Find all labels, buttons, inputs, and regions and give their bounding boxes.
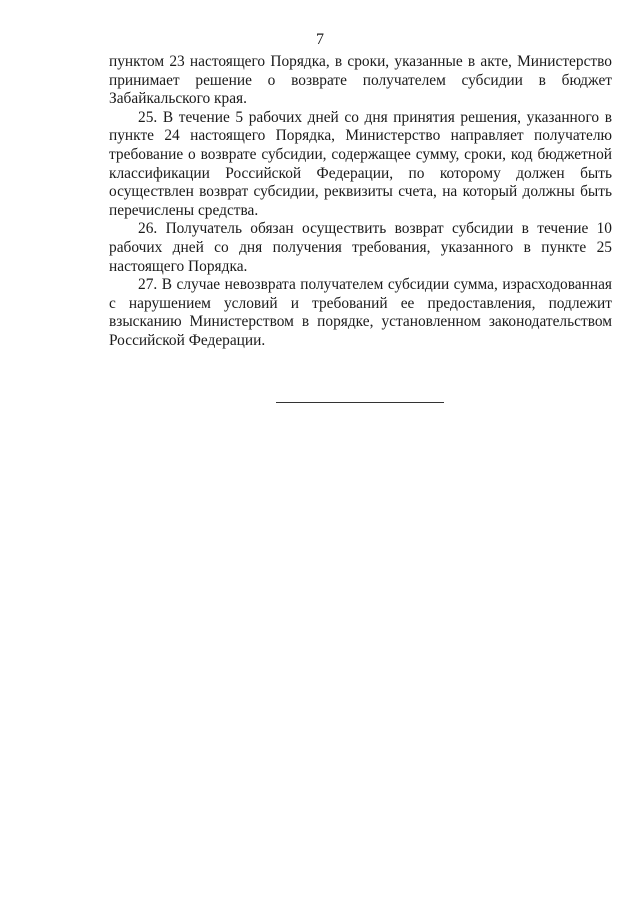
page-number: 7 bbox=[316, 31, 324, 48]
paragraph-continuation: пунктом 23 настоящего Порядка, в сроки, указанные в акте, Министерство принимает решение о возврате получателем субсидии в бюджет Забайкальского края. bbox=[109, 53, 612, 108]
paragraph-26: 26. Получатель обязан осуществить возврат субсидии в течение 10 рабочих дней со дня получения требования, указанного в пункте 25 настоящего Порядка. bbox=[109, 220, 612, 275]
end-of-document-line bbox=[276, 402, 444, 403]
paragraph-25: 25. В течение 5 рабочих дней со дня принятия решения, указанного в пункте 24 настоящего Порядка, Министерство направляет получателю требование о возврате субсидии, содержащее сумму, сроки, код бюджетной классификации Российской Федерации, по которому должен быть осуществлен возврат субсидии, реквизиты счета, на который должны быть перечислены средства. bbox=[109, 108, 612, 219]
document-body bbox=[109, 53, 612, 351]
paragraph-27: 27. В случае невозврата получателем субсидии сумма, израсходованная с нарушением условий и требований ее предоставления, подлежит взысканию Министерством в порядке, установленном законодательством Российской Федерации. bbox=[109, 276, 612, 349]
